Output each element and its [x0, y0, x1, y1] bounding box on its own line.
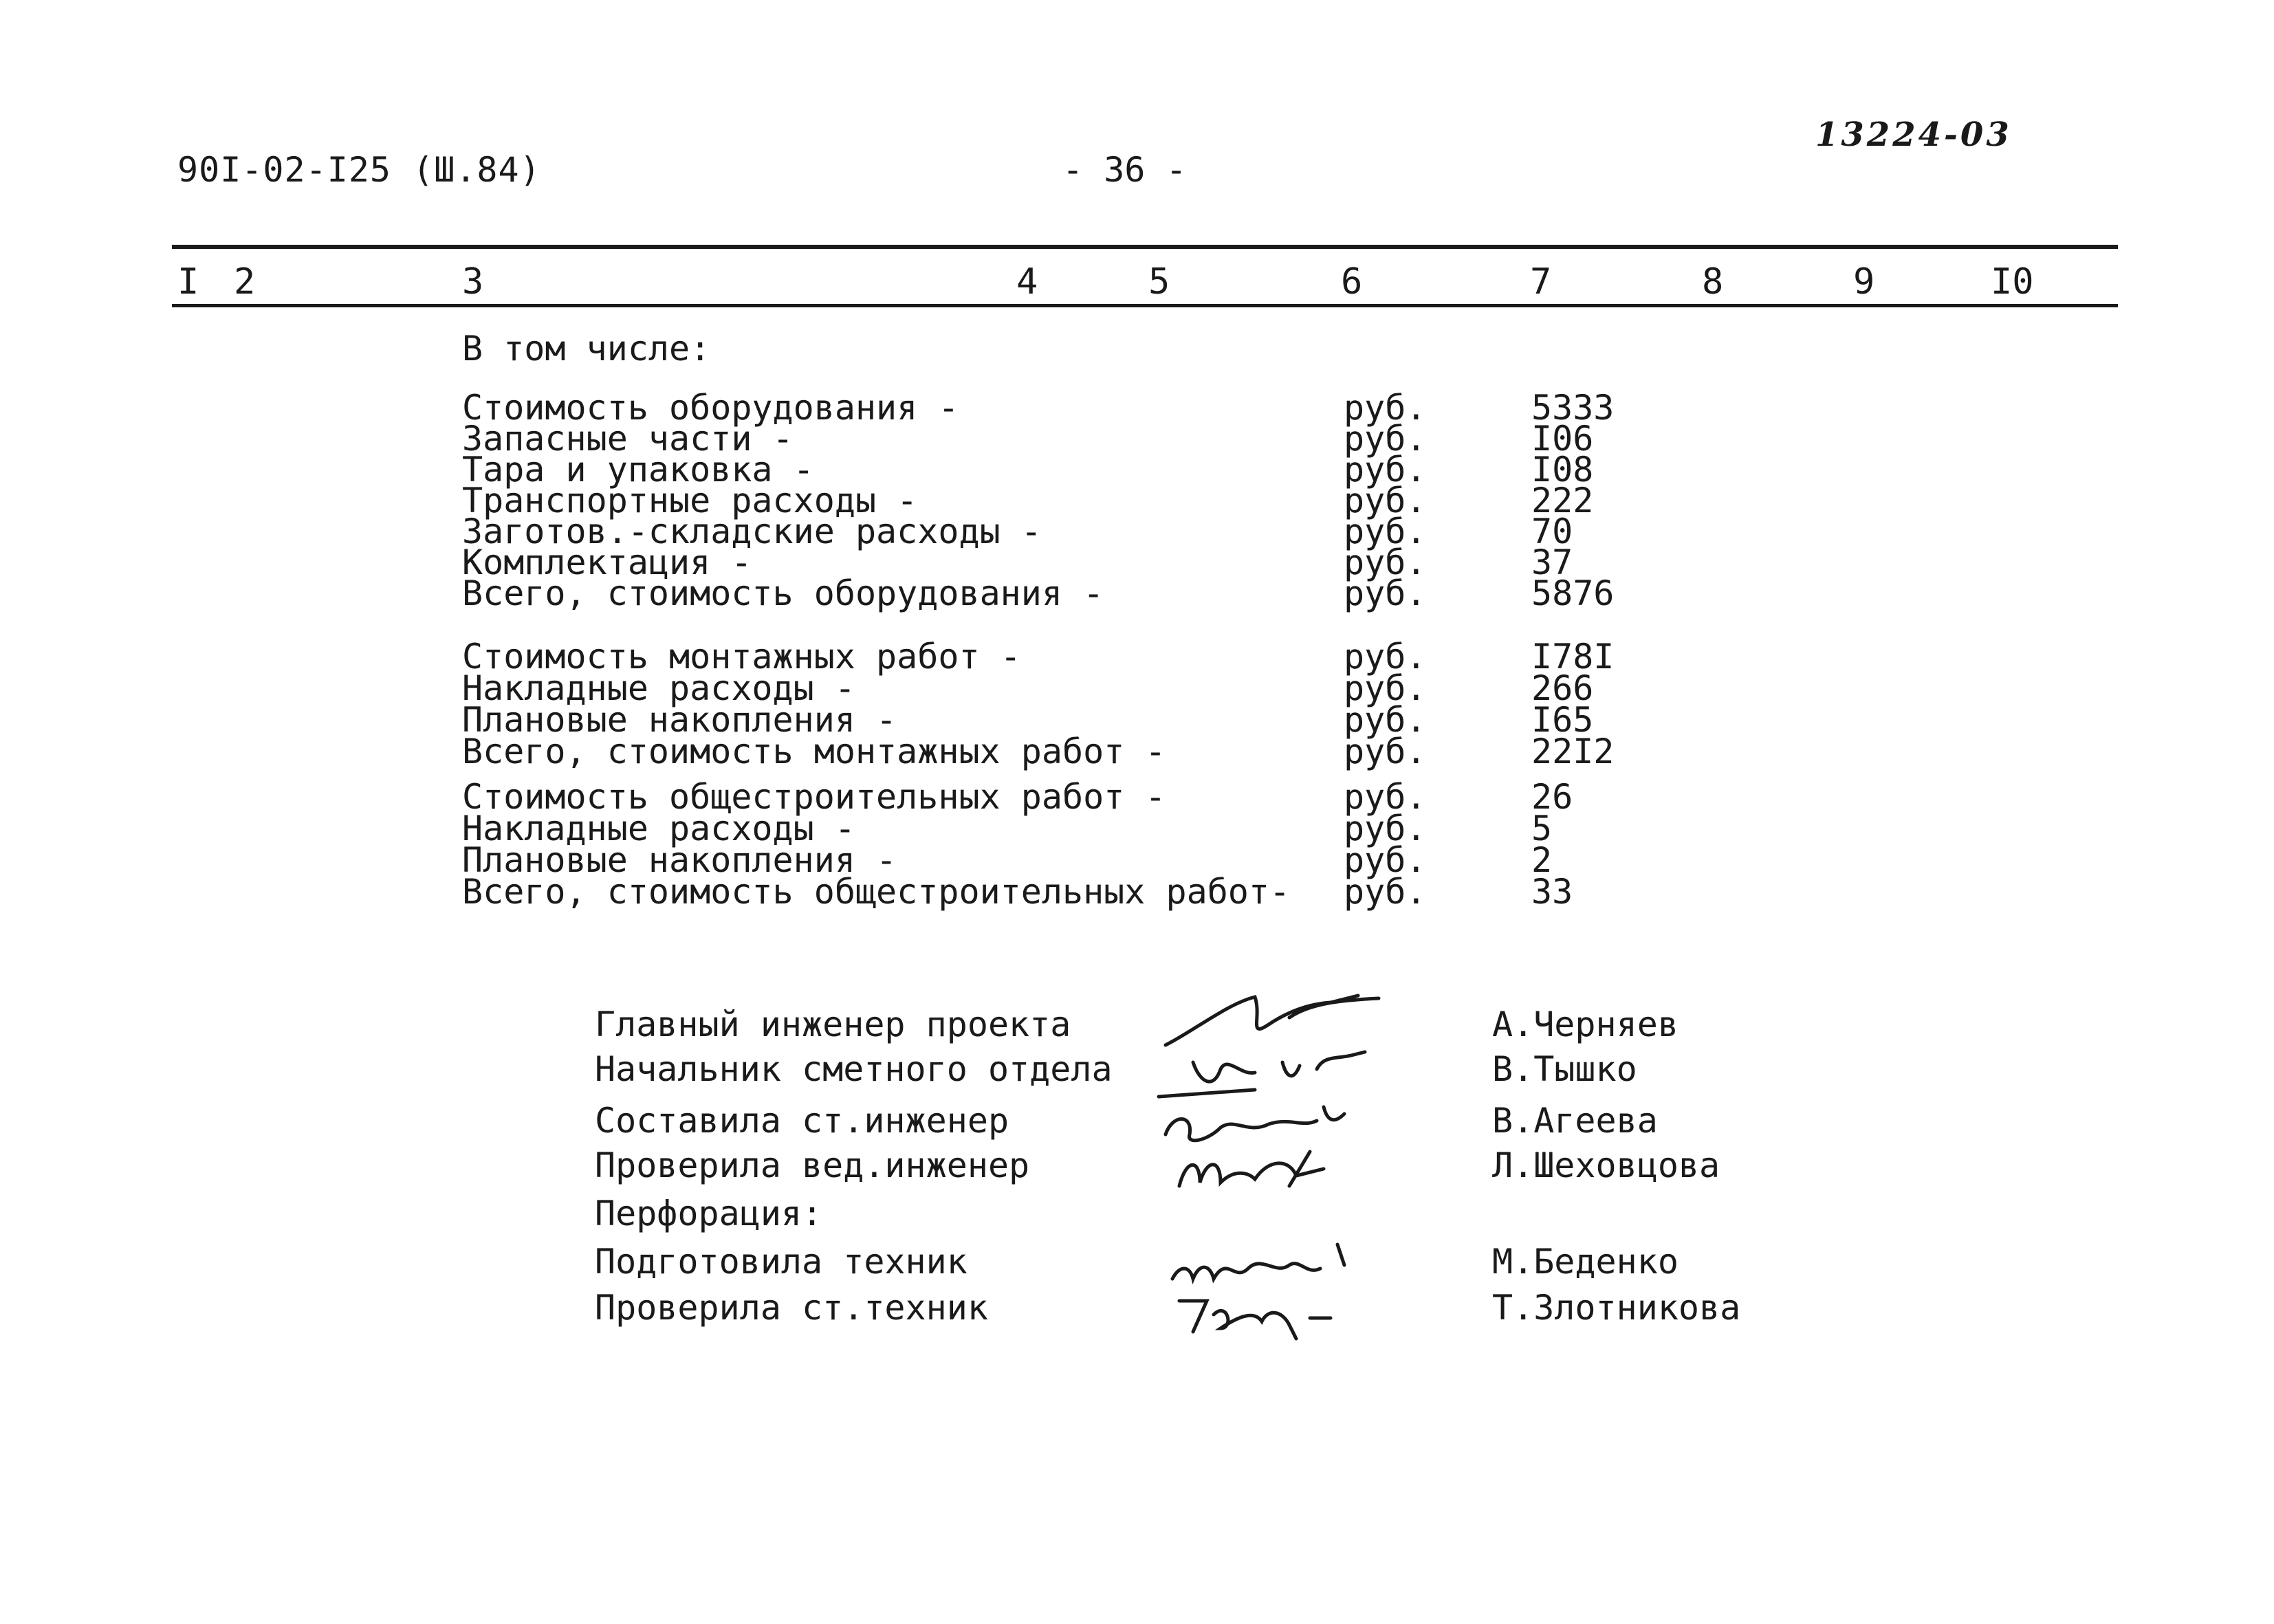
signatory-name: Л.Шеховцова — [1492, 1145, 1720, 1185]
row-label: Плановые накопления - — [462, 700, 897, 740]
table-top-rule — [172, 245, 2118, 249]
row-unit: руб. — [1344, 840, 1427, 880]
row-value: 33 — [1531, 872, 1573, 912]
handwritten-signature — [1152, 1273, 1399, 1342]
column-header-9: 9 — [1853, 261, 1875, 303]
handwritten-signature — [1152, 1131, 1399, 1200]
row-label: Накладные расходы - — [462, 668, 855, 708]
row-label: Запасные части - — [462, 419, 794, 459]
row-unit: руб. — [1344, 872, 1427, 912]
row-unit: руб. — [1344, 542, 1427, 582]
document-code: 90I-02-I25 (Ш.84) — [177, 150, 541, 190]
signatory-name: Т.Злотникова — [1492, 1288, 1741, 1328]
row-value: 5876 — [1531, 573, 1615, 613]
signatory-name: М.Беденко — [1492, 1242, 1679, 1282]
row-label: Стоимость монтажных работ - — [462, 637, 1021, 677]
row-unit: руб. — [1344, 450, 1427, 490]
row-label: Стоимость общестроительных работ - — [462, 777, 1166, 817]
row-unit: руб. — [1344, 732, 1427, 771]
row-value: 5333 — [1531, 388, 1615, 428]
signatory-role: Перфорация: — [595, 1194, 823, 1233]
signatory-name: А.Черняев — [1492, 1005, 1679, 1044]
row-unit: руб. — [1344, 777, 1427, 817]
column-header-10: I0 — [1991, 261, 2034, 303]
row-label: Всего, стоимость монтажных работ - — [462, 732, 1166, 771]
signatory-role: Главный инженер проекта — [595, 1005, 1071, 1044]
row-label: Транспортные расходы - — [462, 481, 918, 520]
row-value: I78I — [1531, 637, 1615, 677]
column-header-4: 4 — [1016, 261, 1038, 303]
column-header-6: 6 — [1341, 261, 1363, 303]
row-unit: руб. — [1344, 637, 1427, 677]
row-unit: руб. — [1344, 388, 1427, 428]
row-value: I06 — [1531, 419, 1594, 459]
row-value: 22I2 — [1531, 732, 1615, 771]
row-unit: руб. — [1344, 668, 1427, 708]
row-unit: руб. — [1344, 512, 1427, 551]
row-label: Комплектация - — [462, 542, 752, 582]
column-header-8: 8 — [1702, 261, 1724, 303]
row-value: 266 — [1531, 668, 1594, 708]
row-unit: руб. — [1344, 700, 1427, 740]
row-value: I08 — [1531, 450, 1594, 490]
row-label: Накладные расходы - — [462, 809, 855, 848]
row-value: 70 — [1531, 512, 1573, 551]
signatory-role: Подготовила техник — [595, 1242, 967, 1282]
signatory-role: Составила ст.инженер — [595, 1101, 1009, 1141]
row-unit: руб. — [1344, 481, 1427, 520]
signatory-role: Проверила ст.техник — [595, 1288, 988, 1328]
row-value: 2 — [1531, 840, 1553, 880]
row-label: Всего, стоимость общестроительных работ- — [462, 872, 1291, 912]
row-value: I65 — [1531, 700, 1594, 740]
row-label: Всего, стоимость оборудования - — [462, 573, 1104, 613]
stamp-number: 13224-03 — [1815, 116, 2012, 154]
row-unit: руб. — [1344, 809, 1427, 848]
row-label: Тара и упаковка - — [462, 450, 814, 490]
column-header-7: 7 — [1530, 261, 1552, 303]
column-header-5: 5 — [1148, 261, 1170, 303]
signatory-name: В.Тышко — [1492, 1049, 1637, 1089]
table-header-rule — [172, 304, 2118, 307]
row-value: 37 — [1531, 542, 1573, 582]
row-unit: руб. — [1344, 573, 1427, 613]
signatory-name: В.Агеева — [1492, 1101, 1658, 1141]
row-value: 222 — [1531, 481, 1594, 520]
section-intro: В том числе: — [462, 329, 711, 369]
row-unit: руб. — [1344, 419, 1427, 459]
page-number: - 36 - — [1062, 150, 1187, 190]
signatory-role: Проверила вед.инженер — [595, 1145, 1030, 1185]
row-label: Заготов.-складские расходы - — [462, 512, 1042, 551]
row-value: 5 — [1531, 809, 1553, 848]
row-value: 26 — [1531, 777, 1573, 817]
column-header-2: 2 — [234, 261, 256, 303]
column-header-1: I — [177, 261, 199, 303]
signatory-role: Начальник сметного отдела — [595, 1049, 1113, 1089]
row-label: Стоимость оборудования - — [462, 388, 959, 428]
row-label: Плановые накопления - — [462, 840, 897, 880]
column-header-3: 3 — [462, 261, 484, 303]
